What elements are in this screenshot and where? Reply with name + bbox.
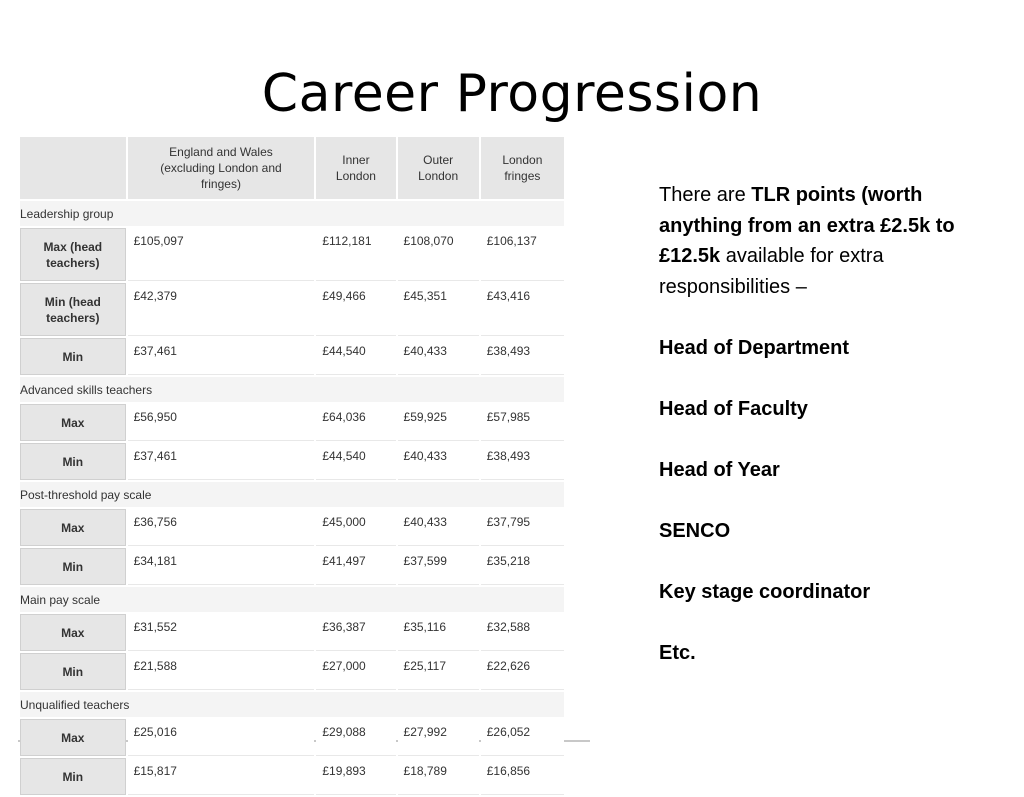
salary-cell: £26,052	[481, 719, 564, 756]
salary-cell: £29,088	[316, 719, 395, 756]
salary-cell: £42,379	[128, 283, 315, 336]
salary-cell: £38,493	[481, 338, 564, 375]
column-header-outer-london	[398, 137, 479, 199]
salary-cell: £15,817	[128, 758, 315, 795]
salary-cell: £35,218	[481, 548, 564, 585]
salary-cell: £25,016	[128, 719, 315, 756]
salary-cell: £19,893	[316, 758, 395, 795]
salary-cell: £37,795	[481, 509, 564, 546]
salary-cell: £27,000	[316, 653, 395, 690]
salary-cell: £41,497	[316, 548, 395, 585]
column-header-label: Outer London	[418, 153, 459, 183]
salary-cell: £112,181	[316, 228, 395, 281]
role-head-of-department: Head of Department	[659, 336, 850, 359]
row-label: Max	[20, 614, 126, 651]
column-header-england-wales	[128, 137, 315, 199]
header-blank-cell	[20, 137, 126, 199]
table-header-row	[20, 137, 564, 199]
section-heading: Advanced skills teachers	[20, 377, 564, 402]
table-row	[20, 614, 564, 651]
table-body	[20, 201, 564, 795]
section-heading: Leadership group	[20, 201, 564, 226]
salary-cell: £44,540	[316, 338, 395, 375]
row-label: Max	[20, 509, 126, 546]
row-label: Min	[20, 443, 126, 480]
section-row	[20, 587, 564, 612]
role-etc: Etc.	[659, 641, 696, 664]
slide-title: Career Progression	[261, 64, 763, 124]
column-header-label: London fringes	[502, 153, 543, 183]
row-label: Max	[20, 404, 126, 441]
salary-cell: £37,599	[398, 548, 479, 585]
salary-cell: £45,351	[398, 283, 479, 336]
salary-cell: £36,756	[128, 509, 315, 546]
salary-cell: £105,097	[128, 228, 315, 281]
pay-table-container	[18, 135, 590, 784]
salary-cell: £31,552	[128, 614, 315, 651]
table-row	[20, 404, 564, 441]
salary-cell: £18,789	[398, 758, 479, 795]
salary-cell: £34,181	[128, 548, 315, 585]
table-row	[20, 548, 564, 585]
salary-cell: £40,433	[398, 443, 479, 480]
role-key-stage-coordinator: Key stage coordinator	[659, 580, 871, 603]
tlr-description	[659, 180, 959, 668]
salary-cell: £108,070	[398, 228, 479, 281]
table-row	[20, 443, 564, 480]
table-row	[20, 758, 564, 795]
row-label: Min (head teachers)	[20, 283, 126, 336]
salary-cell: £57,985	[481, 404, 564, 441]
pay-scale-table	[18, 135, 566, 797]
salary-cell: £37,461	[128, 443, 315, 480]
table-row	[20, 228, 564, 281]
salary-cell: £21,588	[128, 653, 315, 690]
column-header-label: England and Wales (excluding London and fringes)	[160, 145, 282, 191]
salary-cell: £36,387	[316, 614, 395, 651]
column-header-inner-london	[316, 137, 395, 199]
section-heading: Unqualified teachers	[20, 692, 564, 717]
role-head-of-year: Head of Year	[659, 458, 780, 481]
salary-cell: £64,036	[316, 404, 395, 441]
row-label: Min	[20, 338, 126, 375]
column-header-london-fringes	[481, 137, 564, 199]
section-row	[20, 692, 564, 717]
section-row	[20, 482, 564, 507]
salary-cell: £35,116	[398, 614, 479, 651]
salary-cell: £59,925	[398, 404, 479, 441]
salary-cell: £27,992	[398, 719, 479, 756]
salary-cell: £44,540	[316, 443, 395, 480]
row-label: Max	[20, 719, 126, 756]
salary-cell: £32,588	[481, 614, 564, 651]
column-header-label: Inner London	[335, 153, 376, 183]
row-label: Min	[20, 548, 126, 585]
salary-cell: £16,856	[481, 758, 564, 795]
section-row	[20, 377, 564, 402]
salary-cell: £56,950	[128, 404, 315, 441]
section-row	[20, 201, 564, 226]
salary-cell: £40,433	[398, 338, 479, 375]
table-row	[20, 719, 564, 756]
section-heading: Post-threshold pay scale	[20, 482, 564, 507]
row-label: Max (head teachers)	[20, 228, 126, 281]
salary-cell: £43,416	[481, 283, 564, 336]
tlr-intro-bold: TLR points (worth anything from an extra £2.5k to £12.5k	[659, 184, 955, 267]
row-label: Min	[20, 653, 126, 690]
salary-cell: £22,626	[481, 653, 564, 690]
table-row	[20, 283, 564, 336]
salary-cell: £25,117	[398, 653, 479, 690]
row-label: Min	[20, 758, 126, 795]
salary-cell: £49,466	[316, 283, 395, 336]
table-row	[20, 653, 564, 690]
tlr-intro-normal: There are	[659, 184, 752, 206]
tlr-intro-tail: available for extra responsibilities –	[659, 245, 884, 298]
section-heading: Main pay scale	[20, 587, 564, 612]
salary-cell: £45,000	[316, 509, 395, 546]
salary-cell: £38,493	[481, 443, 564, 480]
salary-cell: £40,433	[398, 509, 479, 546]
role-senco: SENCO	[659, 519, 731, 542]
salary-cell: £37,461	[128, 338, 315, 375]
role-head-of-faculty: Head of Faculty	[659, 397, 808, 420]
table-row	[20, 338, 564, 375]
tlr-intro	[659, 180, 959, 302]
salary-cell: £106,137	[481, 228, 564, 281]
table-row	[20, 509, 564, 546]
